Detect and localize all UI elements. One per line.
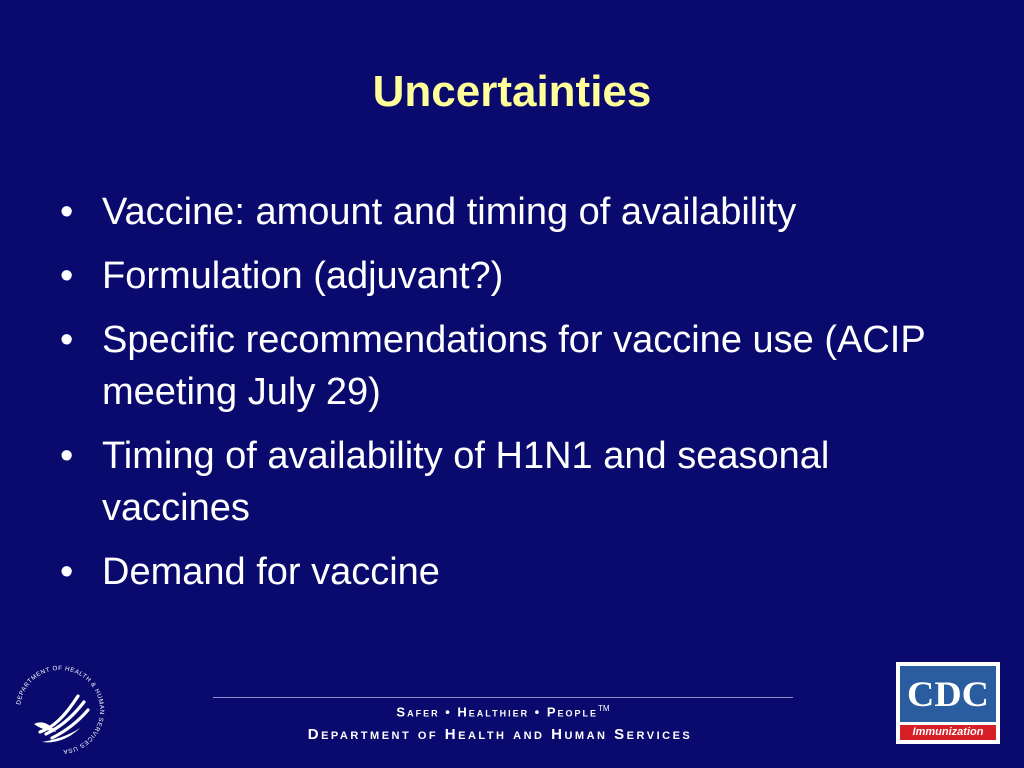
bullet-marker: • <box>60 551 74 593</box>
bullet-marker: • <box>60 191 74 233</box>
bullet-text: Formulation (adjuvant?) <box>102 255 504 297</box>
footer-tagline <box>213 704 793 719</box>
footer-divider <box>213 697 793 698</box>
bullet-text: Vaccine: amount and timing of availability <box>102 191 797 233</box>
bullet-item <box>60 430 980 534</box>
bullet-marker: • <box>60 435 74 477</box>
bullet-text: Demand for vaccine <box>102 551 440 593</box>
bullet-item <box>60 250 980 302</box>
cdc-immunization-band: Immunization <box>900 725 996 740</box>
bullet-text: Timing of availability of H1N1 and seasonal vaccines <box>102 435 830 529</box>
bullet-item <box>60 314 980 418</box>
bullet-item <box>60 546 980 598</box>
tagline-text: Safer • Healthier • People <box>396 704 599 720</box>
trademark-mark: TM <box>598 704 610 713</box>
bullet-list <box>60 186 980 610</box>
bullet-text: Specific recommendations for vaccine use (ACIP meeting July 29) <box>102 319 925 413</box>
slide-title: Uncertainties <box>372 67 652 116</box>
bullet-item <box>60 186 980 238</box>
bullet-marker: • <box>60 319 74 361</box>
hhs-seal-icon <box>12 662 108 758</box>
bullet-marker: • <box>60 255 74 297</box>
svg-text:DEPARTMENT OF HEALTH & HUMAN S: DEPARTMENT OF HEALTH & HUMAN SERVICES USA <box>15 664 106 755</box>
cdc-logo-text: CDC <box>907 674 989 714</box>
footer-department: Department of Health and Human Services <box>307 726 693 743</box>
cdc-logo-box <box>900 666 996 722</box>
cdc-immunization-logo <box>896 662 1000 744</box>
